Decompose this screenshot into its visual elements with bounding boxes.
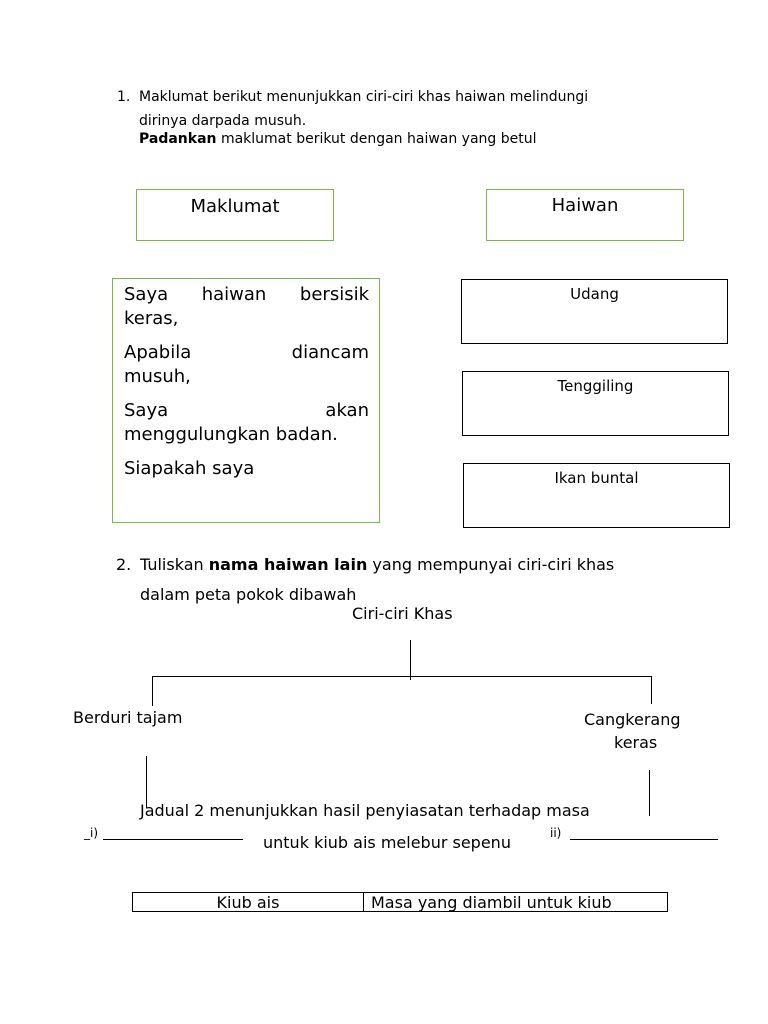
question2-number: 2. <box>116 555 132 574</box>
tree-root-label: Ciri-ciri Khas <box>352 604 453 623</box>
jadual-line1: Jadual 2 menunjukkan hasil penyiasatan terhadap masa <box>140 801 590 820</box>
question1-line3 <box>139 128 537 150</box>
answer-label-i: _i) <box>84 826 99 840</box>
riddle-line: Siapakah saya <box>124 458 255 479</box>
animal-label: Ikan buntal <box>554 469 639 487</box>
riddle-line: Saya akan <box>124 400 369 421</box>
question1-line1: Maklumat berikut menunjukkan ciri-ciri khas haiwan melindungi <box>139 89 589 105</box>
riddle-box <box>112 278 380 523</box>
table-header-kiub-ais: Kiub ais <box>216 893 280 912</box>
header-maklumat <box>136 189 334 241</box>
question2-bold: nama haiwan lain <box>208 555 368 574</box>
riddle-line: musuh, <box>124 366 191 387</box>
animal-label: Tenggiling <box>557 377 634 395</box>
riddle-line: Apabila diancam <box>124 342 369 363</box>
header-haiwan <box>486 189 684 241</box>
question1-bold: Padankan <box>139 131 217 147</box>
tree-left-connector <box>152 676 153 706</box>
tree-branch-line <box>152 676 652 677</box>
animal-label: Udang <box>570 285 619 303</box>
question1-instruction: maklumat berikut dengan haiwan yang betul <box>216 131 537 147</box>
animal-box-tenggiling[interactable] <box>462 371 729 436</box>
tree-right-label-2: keras <box>614 733 658 752</box>
table-divider <box>363 893 364 911</box>
answer-label-ii: ii) <box>550 826 562 840</box>
question2-line2: dalam peta pokok dibawah <box>140 585 357 604</box>
results-table <box>132 892 668 912</box>
jadual-line2: untuk kiub ais melebur sepenu <box>263 833 511 852</box>
tree-root-connector <box>410 640 411 680</box>
header-haiwan-label: Haiwan <box>551 195 619 216</box>
table-header-masa: Masa yang diambil untuk kiub <box>371 893 612 912</box>
riddle-line: keras, <box>124 308 179 329</box>
answer-blank-ii[interactable] <box>570 839 718 840</box>
tree-right-label-1: Cangkerang <box>584 710 681 729</box>
riddle-line: Saya haiwan bersisik <box>124 284 369 305</box>
animal-box-udang[interactable] <box>461 279 728 344</box>
question1-line2: dirinya darpada musuh. <box>139 113 307 129</box>
tree-right-stem <box>649 770 650 816</box>
animal-box-ikan-buntal[interactable] <box>463 463 730 528</box>
riddle-line: menggulungkan badan. <box>124 424 338 445</box>
question2-line1: Tuliskan nama haiwan lain yang mempunyai ciri-ciri khas <box>140 555 615 574</box>
question1-number: 1. <box>117 89 131 105</box>
header-maklumat-label: Maklumat <box>190 196 280 217</box>
answer-blank-i[interactable] <box>103 839 243 840</box>
tree-right-connector <box>651 676 652 704</box>
tree-left-label: Berduri tajam <box>73 708 183 727</box>
